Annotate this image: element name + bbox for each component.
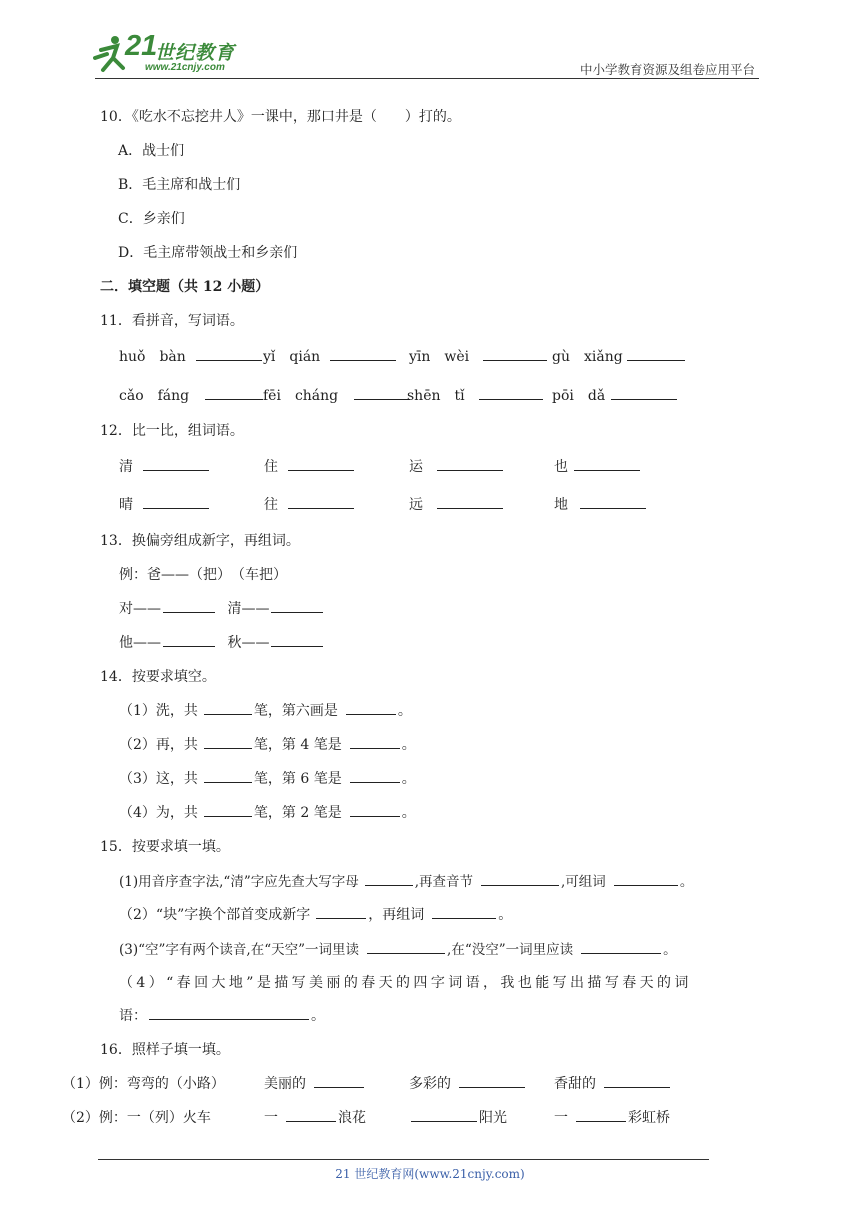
- q11-stem: 11．看拼音，写词语。: [100, 313, 244, 329]
- q15-part1: [119, 870, 693, 890]
- answer-blank[interactable]: [350, 734, 400, 749]
- q15-text: 。: [663, 942, 677, 958]
- q14-item: [119, 734, 416, 754]
- answer-blank[interactable]: [288, 494, 354, 509]
- answer-blank[interactable]: [314, 1073, 364, 1088]
- char-text: 远: [409, 497, 423, 513]
- q15-text: ,再查音节: [414, 874, 474, 890]
- pinyin-item: [119, 385, 265, 405]
- pinyin-text: shēn tǐ: [407, 388, 465, 404]
- q15-text: （2）“块”字换个部首变成新字: [119, 907, 311, 923]
- q16-text: 美丽的: [264, 1076, 306, 1092]
- answer-blank[interactable]: [204, 700, 252, 715]
- q14-text: 。: [401, 771, 416, 787]
- q13-row: [119, 632, 325, 652]
- q14-text: 。: [401, 737, 416, 753]
- pinyin-text: gù xiǎng: [552, 349, 623, 365]
- pinyin-text: pōi dǎ: [552, 388, 606, 404]
- q15-part4-line1: （4）“春回大地”是描写美丽的春天的四字词语，我也能写出描写春天的词: [119, 975, 692, 991]
- q16-item: [264, 1073, 366, 1093]
- answer-blank[interactable]: [479, 385, 543, 400]
- q15-text: 。: [679, 874, 694, 890]
- section-title: 二．填空题（共 12 小题）: [100, 279, 270, 295]
- q15-text: 。: [498, 907, 513, 923]
- q16-text: 香甜的: [554, 1076, 596, 1092]
- q10-option-a: A．战士们: [118, 143, 185, 159]
- q15-part3: [119, 938, 677, 958]
- q15-text: 。: [311, 1008, 325, 1024]
- char-item: [264, 456, 356, 476]
- char-text: 运: [409, 459, 423, 475]
- answer-blank[interactable]: [316, 904, 366, 919]
- q10-option-c: C．乡亲们: [118, 211, 185, 227]
- answer-blank[interactable]: [432, 904, 496, 919]
- q14-item: [119, 700, 412, 720]
- pinyin-item: [119, 346, 264, 366]
- q16-item: [409, 1073, 527, 1093]
- answer-blank[interactable]: [581, 940, 661, 955]
- header-platform-text: 中小学教育资源及组卷应用平台: [579, 62, 755, 77]
- q15-part4-line2: [119, 1005, 325, 1025]
- q16-example-2: （2）例：一（列）火车: [62, 1110, 211, 1126]
- char-item: [119, 494, 211, 514]
- logo-number: 21: [125, 30, 158, 62]
- pinyin-item: [552, 385, 679, 405]
- answer-blank[interactable]: [483, 346, 547, 361]
- answer-blank[interactable]: [459, 1073, 525, 1088]
- answer-blank[interactable]: [481, 872, 559, 887]
- q16-text: 浪花: [338, 1110, 366, 1126]
- q14-text: 笔，第 6 笔是: [253, 771, 342, 787]
- q16-item: [554, 1107, 670, 1127]
- logo-url: www.21cnjy.com: [145, 62, 225, 73]
- q15-text: (3)“空”字有两个读音,在“天空”一词里读: [119, 942, 360, 958]
- answer-blank[interactable]: [196, 346, 262, 361]
- answer-blank[interactable]: [330, 346, 396, 361]
- char-item: [409, 494, 505, 514]
- answer-blank[interactable]: [411, 1107, 477, 1122]
- answer-blank[interactable]: [574, 456, 640, 471]
- q14-stem: 14．按要求填空。: [100, 669, 216, 685]
- q16-item: [264, 1107, 366, 1127]
- q16-text: 多彩的: [409, 1076, 451, 1092]
- pinyin-text: fēi cháng: [263, 388, 339, 404]
- pinyin-item: [552, 346, 687, 366]
- q14-text: （3）这，共: [119, 771, 198, 787]
- answer-blank[interactable]: [149, 1005, 309, 1020]
- answer-blank[interactable]: [143, 494, 209, 509]
- answer-blank[interactable]: [204, 802, 252, 817]
- q13-example: 例：爸——（把） （车把）: [119, 567, 287, 583]
- pinyin-item: [407, 385, 545, 405]
- q13-item: 清——: [227, 601, 270, 617]
- answer-blank[interactable]: [346, 700, 396, 715]
- char-text: 也: [554, 459, 568, 475]
- q15-text: 语：: [119, 1008, 147, 1024]
- q13-item: 对——: [119, 601, 161, 617]
- answer-blank[interactable]: [614, 872, 678, 887]
- char-item: [554, 494, 648, 514]
- q14-text: （1）洗，共: [119, 703, 198, 719]
- pinyin-text: huǒ bàn: [119, 349, 186, 365]
- char-text: 晴: [119, 497, 133, 513]
- char-text: 往: [264, 497, 278, 513]
- q14-text: 笔，第 2 笔是: [253, 805, 342, 821]
- footer-divider: [98, 1159, 709, 1160]
- answer-blank[interactable]: [350, 768, 400, 783]
- q12-stem: 12．比一比，组词语。: [100, 423, 244, 439]
- q14-text: 。: [397, 703, 412, 719]
- q16-text: 一: [554, 1110, 568, 1126]
- answer-blank[interactable]: [288, 456, 354, 471]
- char-text: 地: [554, 497, 568, 513]
- char-item: [264, 494, 356, 514]
- q13-stem: 13．换偏旁组成新字，再组词。: [100, 533, 300, 549]
- q13-item: 秋——: [227, 635, 270, 651]
- answer-blank[interactable]: [271, 632, 323, 647]
- pinyin-text: yīn wèi: [409, 349, 470, 365]
- pinyin-text: cǎo fáng: [119, 388, 190, 404]
- answer-blank[interactable]: [611, 385, 677, 400]
- answer-blank[interactable]: [286, 1107, 336, 1122]
- q16-text: 一: [264, 1110, 278, 1126]
- q14-text: （2）再，共: [119, 737, 198, 753]
- answer-blank[interactable]: [143, 456, 209, 471]
- site-logo: [95, 30, 265, 76]
- answer-blank[interactable]: [163, 632, 215, 647]
- q15-stem: 15．按要求填一填。: [100, 839, 230, 855]
- q16-example-1: （1）例：弯弯的（小路）: [62, 1076, 225, 1092]
- q16-item: [554, 1073, 672, 1093]
- runner-icon: [93, 34, 127, 74]
- q15-text: ,可组词: [561, 874, 606, 890]
- answer-blank[interactable]: [350, 802, 400, 817]
- answer-blank[interactable]: [367, 940, 445, 955]
- q14-item: [119, 802, 416, 822]
- answer-blank[interactable]: [604, 1073, 670, 1088]
- q10-stem: 10．《吃水不忘挖井人》一课中，那口井是（ ）打的。: [100, 109, 461, 125]
- q13-row: [119, 598, 325, 618]
- answer-blank[interactable]: [365, 872, 413, 887]
- answer-blank[interactable]: [354, 385, 410, 400]
- answer-blank[interactable]: [580, 494, 646, 509]
- answer-blank[interactable]: [204, 734, 252, 749]
- q14-text: 笔，第六画是: [253, 703, 338, 719]
- q15-text: ，再组词: [368, 907, 425, 923]
- pinyin-text: yǐ qián: [263, 349, 321, 365]
- char-text: 住: [264, 459, 278, 475]
- logo-text: 世纪教育: [155, 42, 236, 64]
- char-text: 清: [119, 459, 133, 475]
- char-item: [119, 456, 211, 476]
- q15-text: (1)用音序查字法,“清”字应先查大写字母: [119, 874, 359, 890]
- q14-text: 。: [401, 805, 416, 821]
- answer-blank[interactable]: [627, 346, 685, 361]
- q14-item: [119, 768, 416, 788]
- q16-text: 彩虹桥: [628, 1110, 670, 1126]
- q14-text: 笔，第 4 笔是: [253, 737, 342, 753]
- q13-item: 他——: [119, 635, 161, 651]
- answer-blank[interactable]: [204, 768, 252, 783]
- answer-blank[interactable]: [271, 598, 323, 613]
- answer-blank[interactable]: [437, 494, 503, 509]
- char-item: [409, 456, 505, 476]
- q15-text: ,在“没空”一词里应读: [447, 942, 574, 958]
- q15-part2: [119, 904, 512, 924]
- q14-text: （4）为，共: [119, 805, 198, 821]
- answer-blank[interactable]: [163, 598, 215, 613]
- q16-item: [409, 1107, 507, 1127]
- pinyin-item: [263, 346, 398, 366]
- pinyin-item: [263, 385, 412, 405]
- char-item: [554, 456, 642, 476]
- answer-blank[interactable]: [437, 456, 503, 471]
- footer-text: 21 世纪教育网(www.21cnjy.com): [335, 1167, 525, 1181]
- q16-text: 阳光: [479, 1110, 507, 1126]
- q10-option-b: B．毛主席和战士们: [118, 177, 241, 193]
- pinyin-item: [409, 346, 549, 366]
- page-header: [95, 30, 759, 79]
- q10-option-d: D．毛主席带领战士和乡亲们: [118, 245, 298, 261]
- answer-blank[interactable]: [205, 385, 263, 400]
- q16-stem: 16．照样子填一填。: [100, 1042, 230, 1058]
- answer-blank[interactable]: [576, 1107, 626, 1122]
